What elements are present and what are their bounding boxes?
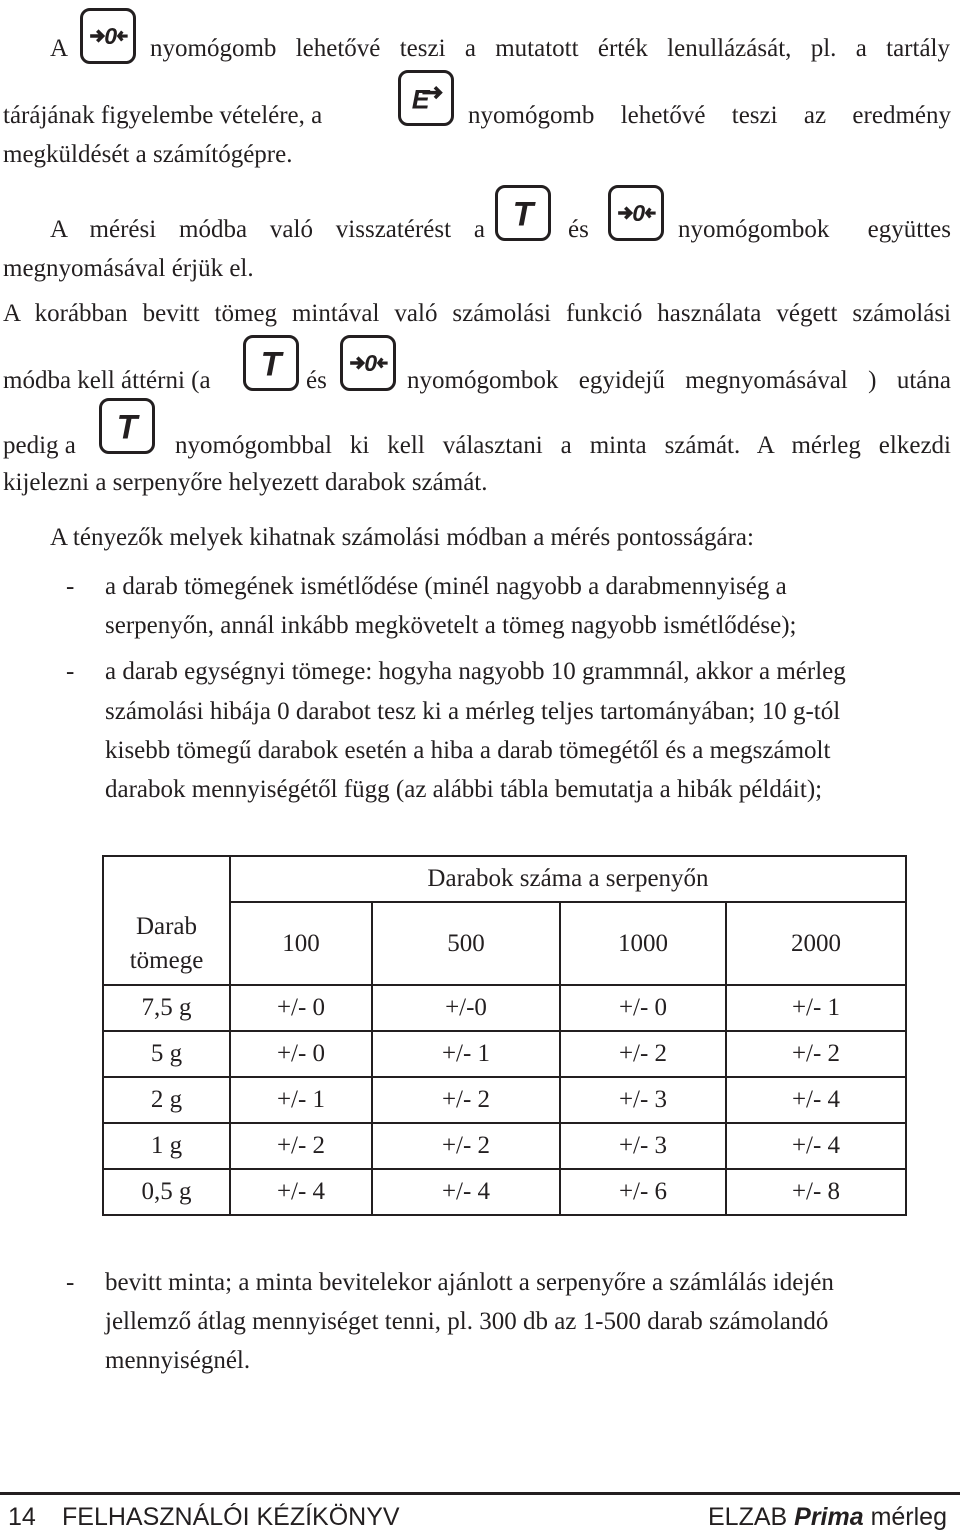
footer-page-number: 14 (8, 1503, 36, 1531)
p3-line3-b: nyomógombbal ki kell választani a minta számát. A mérleg elkezdi (175, 432, 951, 459)
footer-product (708, 1503, 947, 1532)
p1-line2-b: nyomógomb lehetővé teszi az eredmény (468, 102, 951, 129)
value-cell: +/- 4 (372, 1169, 560, 1215)
send-result-key-icon (398, 70, 454, 126)
svg-text:T: T (116, 408, 138, 447)
tare-t-key-icon (495, 185, 551, 241)
item1-line2: serpenyőn, annál inkább megkövetelt a tömeg nagyobb ismétlődése); (105, 612, 797, 639)
value-cell: +/- 6 (560, 1169, 726, 1215)
p3-line2-b: és (306, 367, 327, 394)
item3-line1: bevitt minta; a minta bevitelekor ajánlott a serpenyőre a számlálás idején (105, 1269, 834, 1296)
svg-text:0: 0 (364, 350, 378, 377)
table-row (103, 1123, 906, 1169)
item2-line3: kisebb tömegű darabok esetén a hiba a darab tömegétől és a megszámolt (105, 737, 831, 764)
value-cell: +/- 2 (230, 1123, 372, 1169)
p3-line2-c: nyomógombok egyidejű megnyomásával ) utána (407, 367, 951, 394)
item2-line2: számolási hibája 0 darabot tesz ki a mérleg teljes tartományában; 10 g-tól (105, 698, 841, 725)
dash-1: - (66, 573, 75, 600)
p3-line4: kijelezni a serpenyőre helyezett darabok számát. (3, 469, 488, 496)
value-cell: +/- 8 (726, 1169, 906, 1215)
item3-line3: mennyiségnél. (105, 1347, 251, 1374)
footer-rule (0, 1492, 960, 1495)
row-header-line1: Darab (135, 912, 198, 940)
value-cell: +/-0 (372, 985, 560, 1031)
table-row (103, 1169, 906, 1215)
p3-line2-a: módba kell áttérni (a (3, 367, 211, 394)
value-cell: +/- 0 (560, 985, 726, 1031)
dash-3: - (66, 1269, 75, 1296)
column-header: 2000 (726, 902, 906, 985)
value-cell: +/- 3 (560, 1123, 726, 1169)
row-header-line2: tömege (129, 946, 204, 974)
value-cell: +/- 4 (726, 1123, 906, 1169)
tare-t-key-icon (99, 398, 155, 454)
row-header (103, 856, 230, 985)
p2-line1-c: nyomógombok együttes (678, 216, 951, 243)
table-row (103, 1077, 906, 1123)
value-cell: +/- 2 (726, 1031, 906, 1077)
p3-line3-a: pedig a (3, 432, 76, 459)
p1-line1-b: nyomógomb lehetővé teszi a mutatott érték lenullázását, pl. a tartály (150, 35, 950, 62)
error-table (102, 855, 907, 1216)
value-cell: +/- 2 (372, 1123, 560, 1169)
value-cell: +/- 0 (230, 985, 372, 1031)
value-cell: +/- 3 (560, 1077, 726, 1123)
weight-cell: 2 g (103, 1077, 230, 1123)
value-cell: +/- 2 (560, 1031, 726, 1077)
p1-line2-a: tárájának figyelembe vételére, a (3, 102, 323, 129)
table-row (103, 1031, 906, 1077)
svg-text:E: E (411, 84, 430, 115)
p3-line1: A korábban bevitt tömeg mintával való számolási funkció használata végett számolási (3, 300, 951, 327)
p2-line1-a: A mérési módba való visszatérést a (50, 216, 485, 243)
column-header: 100 (230, 902, 372, 985)
column-header: 500 (372, 902, 560, 985)
zero-key-icon (80, 8, 136, 64)
item2-line1: a darab egységnyi tömege: hogyha nagyobb 10 grammnál, akkor a mérleg (105, 658, 846, 685)
item1-line1: a darab tömegének ismétlődése (minél nagyobb a darabmennyiség a (105, 573, 787, 600)
p1-line1-a: A (50, 35, 69, 62)
item3-line2: jellemző átlag mennyiséget tenni, pl. 300 db az 1-500 darab számolandó (105, 1308, 829, 1335)
value-cell: +/- 2 (372, 1077, 560, 1123)
footer-brand: ELZAB (707, 1503, 788, 1531)
svg-text:T: T (260, 345, 282, 384)
p2-line2: megnyomásával érjük el. (3, 255, 254, 282)
p2-line1-b: és (568, 216, 589, 243)
footer-product-name: mérleg (870, 1503, 947, 1531)
footer-model: Prima (794, 1503, 864, 1531)
value-cell: +/- 1 (726, 985, 906, 1031)
zero-key-icon (340, 335, 396, 391)
svg-text:0: 0 (632, 200, 646, 227)
svg-text:T: T (512, 195, 534, 234)
weight-cell: 1 g (103, 1123, 230, 1169)
zero-key-icon (608, 185, 664, 241)
factors-intro: A tényezők melyek kihatnak számolási módban a mérés pontosságára: (50, 524, 754, 551)
tare-t-key-icon (243, 335, 299, 391)
svg-text:0: 0 (104, 23, 118, 50)
column-header: 1000 (560, 902, 726, 985)
weight-cell: 5 g (103, 1031, 230, 1077)
value-cell: +/- 1 (372, 1031, 560, 1077)
weight-cell: 0,5 g (103, 1169, 230, 1215)
weight-cell: 7,5 g (103, 985, 230, 1031)
dash-2: - (66, 658, 75, 685)
value-cell: +/- 4 (230, 1169, 372, 1215)
value-cell: +/- 0 (230, 1031, 372, 1077)
footer-manual-title: FELHASZNÁLÓI KÉZÍKÖNYV (62, 1503, 400, 1531)
table-row (103, 985, 906, 1031)
value-cell: +/- 4 (726, 1077, 906, 1123)
item2-line4: darabok mennyiségétől függ (az alábbi tábla bemutatja a hibák példáit); (105, 776, 823, 803)
group-header: Darabok száma a serpenyőn (230, 856, 906, 902)
value-cell: +/- 1 (230, 1077, 372, 1123)
p1-line3: megküldését a számítógépre. (3, 141, 293, 168)
